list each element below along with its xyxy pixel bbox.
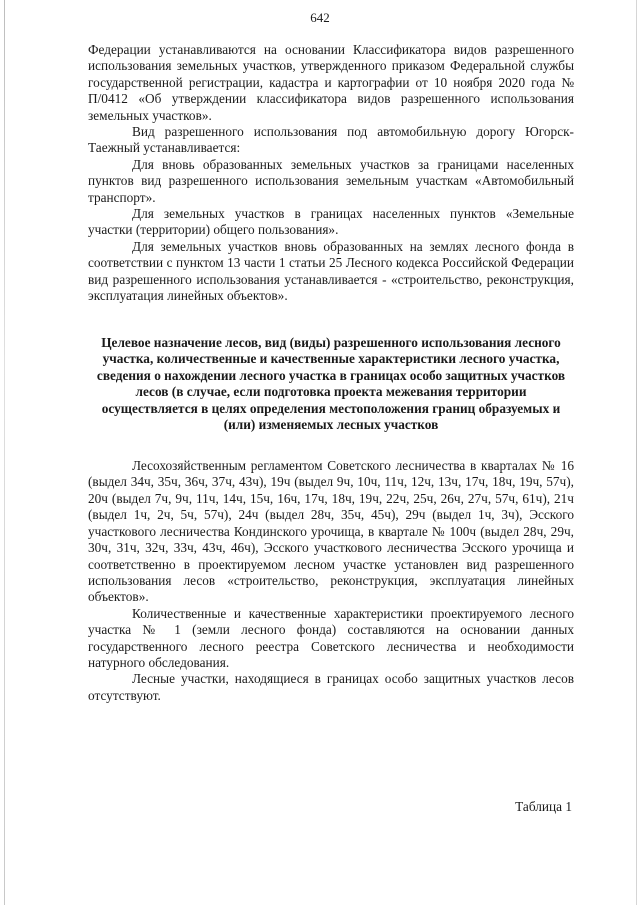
- paragraph-protected-areas: Лесные участки, находящиеся в границах особо защитных участков лесов отсутствуют.: [88, 671, 574, 703]
- paragraph-forest-regulation: Лесохозяйственным регламентом Советского лесничества в кварталах № 16 (выдел 34ч, 35ч, 36ч, 37ч, 43ч), 19ч (выдел 9ч, 10ч, 11ч, 12ч, 13ч, 17ч, 18ч, 19ч, 57ч), 20ч (выдел 7ч, 9ч, 11ч, 14ч, 15ч, 16ч, 17ч, 18ч, 19ч, 22ч, 25ч, 26ч, 27ч, 57ч, 61ч), 21ч (выдел 1ч, 2ч, 5ч, 57ч), 24ч (выдел 28ч, 35ч, 45ч), 29ч (выдел 1ч, 3ч), Эсского участкового лесничества Кондинского урочища, в квартале № 100ч (выдел 28ч, 29ч, 30ч, 31ч, 32ч, 33ч, 43ч, 46ч), Эсского участкового лесничества Эсского урочища и соответственно в проектируемом лесном участке установлен вид разрешенного использования лесов «строительство, реконструкция, эксплуатация линейных объектов».: [88, 458, 574, 605]
- page-number: 642: [310, 10, 330, 25]
- paragraph-classifier: Федерации устанавливаются на основании Классификатора видов разрешенного использования земельных участков, утвержденного приказом Федеральной службы государственной регистрации, кадастра и картографии от 10 ноября 2020 года № П/0412 «Об утверждении классификатора видов разрешенного использования земельных участков».: [88, 42, 574, 123]
- section-title: Целевое назначение лесов, вид (виды) разрешенного использования лесного участка, количественные и качественные характеристики лесного участка, сведения о нахождении лесного участка в границах особо защитных участков лесов (в случае, если подготовка проекта межевания территории осуществляется в целях определения местоположения границ образуемых и (или) изменяемых лесных участков: [96, 334, 566, 433]
- paragraph-road-usage: Вид разрешенного использования под автомобильную дорогу Югорск-Таежный устанавливается:: [88, 124, 574, 156]
- paragraph-forest-fund: Для земельных участков вновь образованных на землях лесного фонда в соответствии с пунктом 13 части 1 статьи 25 Лесного кодекса Российской Федерации вид разрешенного использования устанавливается - «строительство, реконструкция, эксплуатация линейных объектов».: [88, 238, 574, 304]
- paragraph-inside-settlements: Для земельных участков в границах населенных пунктов «Земельные участки (территории) общего пользования».: [88, 206, 574, 238]
- paragraph-outside-settlements: Для вновь образованных земельных участков за границами населенных пунктов вид разрешенного использования земельным участкам «Автомобильный транспорт».: [88, 156, 574, 205]
- paragraph-characteristics: Количественные и качественные характеристики проектируемого лесного участка № 1 (земли лесного фонда) составляются на основании данных государственного лесного реестра Советского лесничества и необходимости натурного обследования.: [88, 605, 574, 670]
- document-body: [88, 42, 574, 704]
- scan-edge-left: [4, 0, 5, 905]
- table-caption: Таблица 1: [515, 799, 572, 814]
- scan-edge-right: [636, 0, 637, 905]
